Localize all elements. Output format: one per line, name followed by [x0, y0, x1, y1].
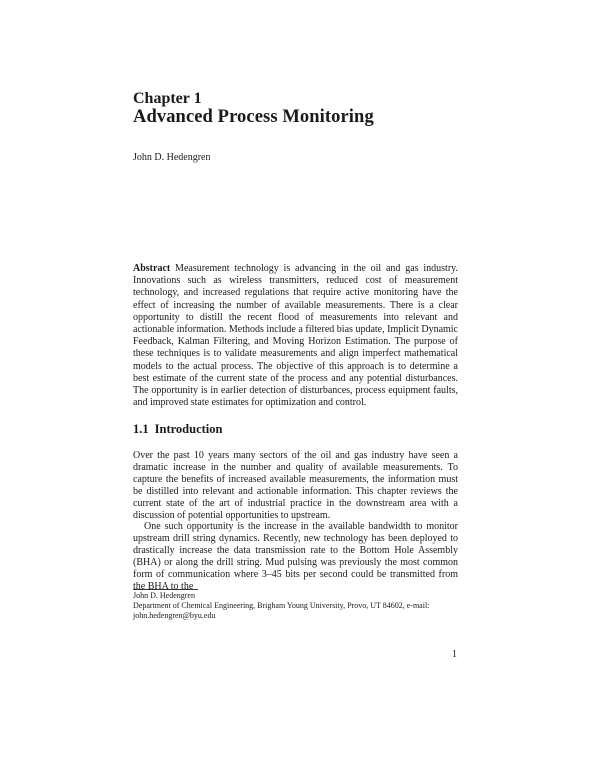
footnote-email: john.hedengren@byu.edu — [133, 611, 216, 621]
section-title: Introduction — [154, 422, 223, 436]
abstract — [133, 263, 458, 409]
body-paragraph: Over the past 10 years many sectors of the oil and gas industry have seen a dramatic increase in the number and quality of available measurements. To capture the benefits of increased available measurements, the information must be distilled into relevant and actionable information. This chapter reviews the current state of the art of industrial practice in the downstream area with a discussion of potential opportunities to upstream. — [133, 450, 458, 521]
section-heading — [133, 422, 222, 437]
chapter-label: Chapter 1 — [133, 90, 202, 107]
abstract-lead: Abstract — [133, 263, 171, 274]
chapter-author: John D. Hedengren — [133, 152, 211, 163]
abstract-text: Measurement technology is advancing in the oil and gas industry. Innovations such as wireless transmitters, reduced cost of measurement technology, and increased regulations that require active monitoring have the effect of increasing the number of available measurements. There is a clear opportunity to distill the recent flood of measurements into relevant and actionable information. Methods include a filtered bias update, Implicit Dynamic Feedback, Kalman Filtering, and Moving Horizon Estimation. The purpose of these techniques is to validate measurements and align imperfect mathematical models to the actual process. The objective of this approach is to determine a best estimate of the current state of the process and any potential disturbances. The opportunity is in earlier detection of disturbances, process equipment faults, and improved state estimates for optimization and control. — [133, 263, 458, 409]
footnote-affiliation: Department of Chemical Engineering, Brigham Young University, Provo, UT 84602, e-mail: — [133, 601, 430, 611]
body-paragraph: One such opportunity is the increase in the available bandwidth to monitor upstream drill string dynamics. Recently, new technology has been deployed to drastically increase the data transmission rate to the Bottom Hole Assembly (BHA) or along the drill string. Mud pulsing was previously the most common form of communication where 3–45 bits per second could be transmitted from the BHA to the — [133, 521, 458, 592]
footnote-rule — [133, 589, 198, 590]
page-number: 1 — [452, 649, 457, 660]
chapter-title: Advanced Process Monitoring — [133, 107, 374, 127]
body-text — [133, 450, 458, 593]
footnote-author: John D. Hedengren — [133, 591, 195, 600]
section-number: 1.1 — [133, 422, 149, 436]
footnote — [133, 591, 458, 622]
